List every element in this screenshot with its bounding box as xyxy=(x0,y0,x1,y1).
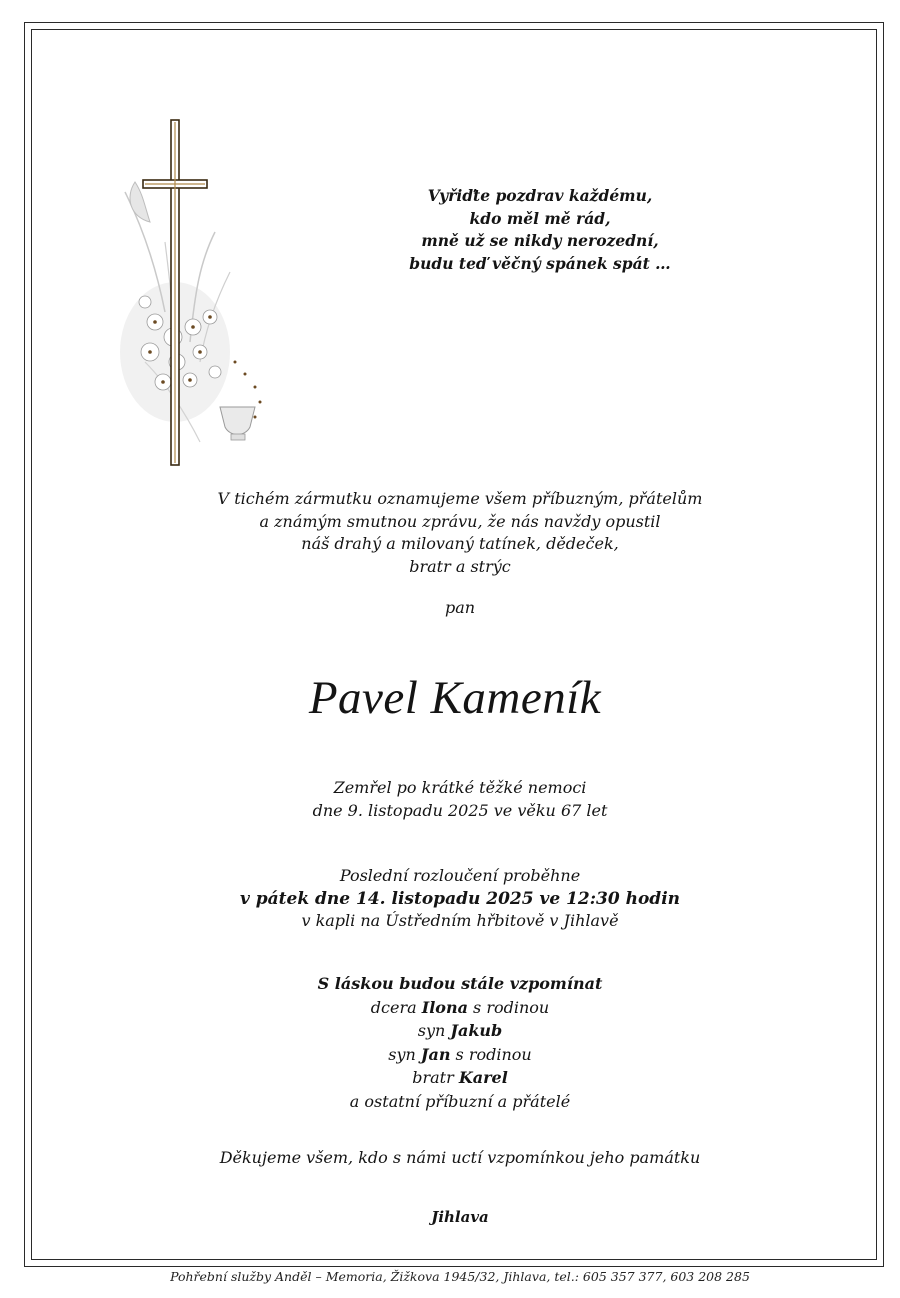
mourners-closing: a ostatní příbuzní a přátelé xyxy=(349,1091,571,1111)
thanks-text: Děkujeme všem, kdo s námi uctí vzpomínkou jeho památku xyxy=(219,1148,701,1167)
announcement-line: a známým smutnou zprávu, že nás navždy opustil xyxy=(259,511,661,531)
funeral-datetime: v pátek dne 14. listopadu 2025 ve 12:30 hodin xyxy=(239,888,681,909)
mourner-relation: syn xyxy=(388,1044,421,1064)
announcement-text xyxy=(10,488,900,578)
honorific: pan xyxy=(444,598,476,617)
deceased-name: Pavel Kameník xyxy=(308,672,602,724)
death-details xyxy=(10,777,900,822)
funeral-intro: Poslední rozloučení proběhne xyxy=(339,866,581,885)
poem-line: kdo měl mě rád, xyxy=(469,208,611,228)
mourner-item xyxy=(10,1043,900,1067)
mourner-name: Jakub xyxy=(450,1021,503,1040)
mourner-relation: dcera xyxy=(370,997,422,1017)
mourner-item xyxy=(10,1066,900,1090)
funeral-location: v kapli na Ústředním hřbitově v Jihlavě xyxy=(301,911,619,930)
poem-line: mně už se nikdy nerozední, xyxy=(421,231,659,250)
mourner-suffix: s rodinou xyxy=(467,997,550,1017)
mourner-item xyxy=(10,1019,900,1043)
mourner-name: Ilona xyxy=(421,997,468,1017)
mourner-name: Karel xyxy=(458,1068,508,1087)
death-line: dne 9. listopadu 2025 ve věku 67 let xyxy=(312,800,608,820)
mourner-item xyxy=(10,996,900,1020)
mourners-list xyxy=(10,972,900,1113)
poem-line: budu teď věčný spánek spát … xyxy=(409,253,671,273)
mourner-relation: bratr xyxy=(412,1068,459,1087)
poem-line: Vyřiďte pozdrav každému, xyxy=(427,186,653,205)
mourner-suffix: s rodinou xyxy=(450,1044,532,1064)
announcement-line: náš drahý a milovaný tatínek, dědeček, xyxy=(301,534,619,553)
mourners-heading: S láskou budou stále vzpomínat xyxy=(317,974,603,993)
funeral-details xyxy=(10,865,900,933)
mourner-relation: syn xyxy=(417,1021,451,1040)
cross-with-flowers-ornament xyxy=(105,112,280,472)
mourner-name: Jan xyxy=(420,1044,451,1064)
poem-verse xyxy=(380,185,700,275)
announcement-line: bratr a strýc xyxy=(409,556,511,576)
announcement-line: V tichém zármutku oznamujeme všem příbuzným, přátelům xyxy=(217,489,703,508)
funeral-service-footer: Pohřební služby Anděl – Memoria, Žižkova 1945/32, Jihlava, tel.: 605 357 377, 603 208 285 xyxy=(170,1269,750,1284)
flower-bouquet-icon xyxy=(120,182,262,442)
place-name: Jihlava xyxy=(431,1208,489,1226)
death-line: Zemřel po krátké těžké nemoci xyxy=(333,778,587,797)
